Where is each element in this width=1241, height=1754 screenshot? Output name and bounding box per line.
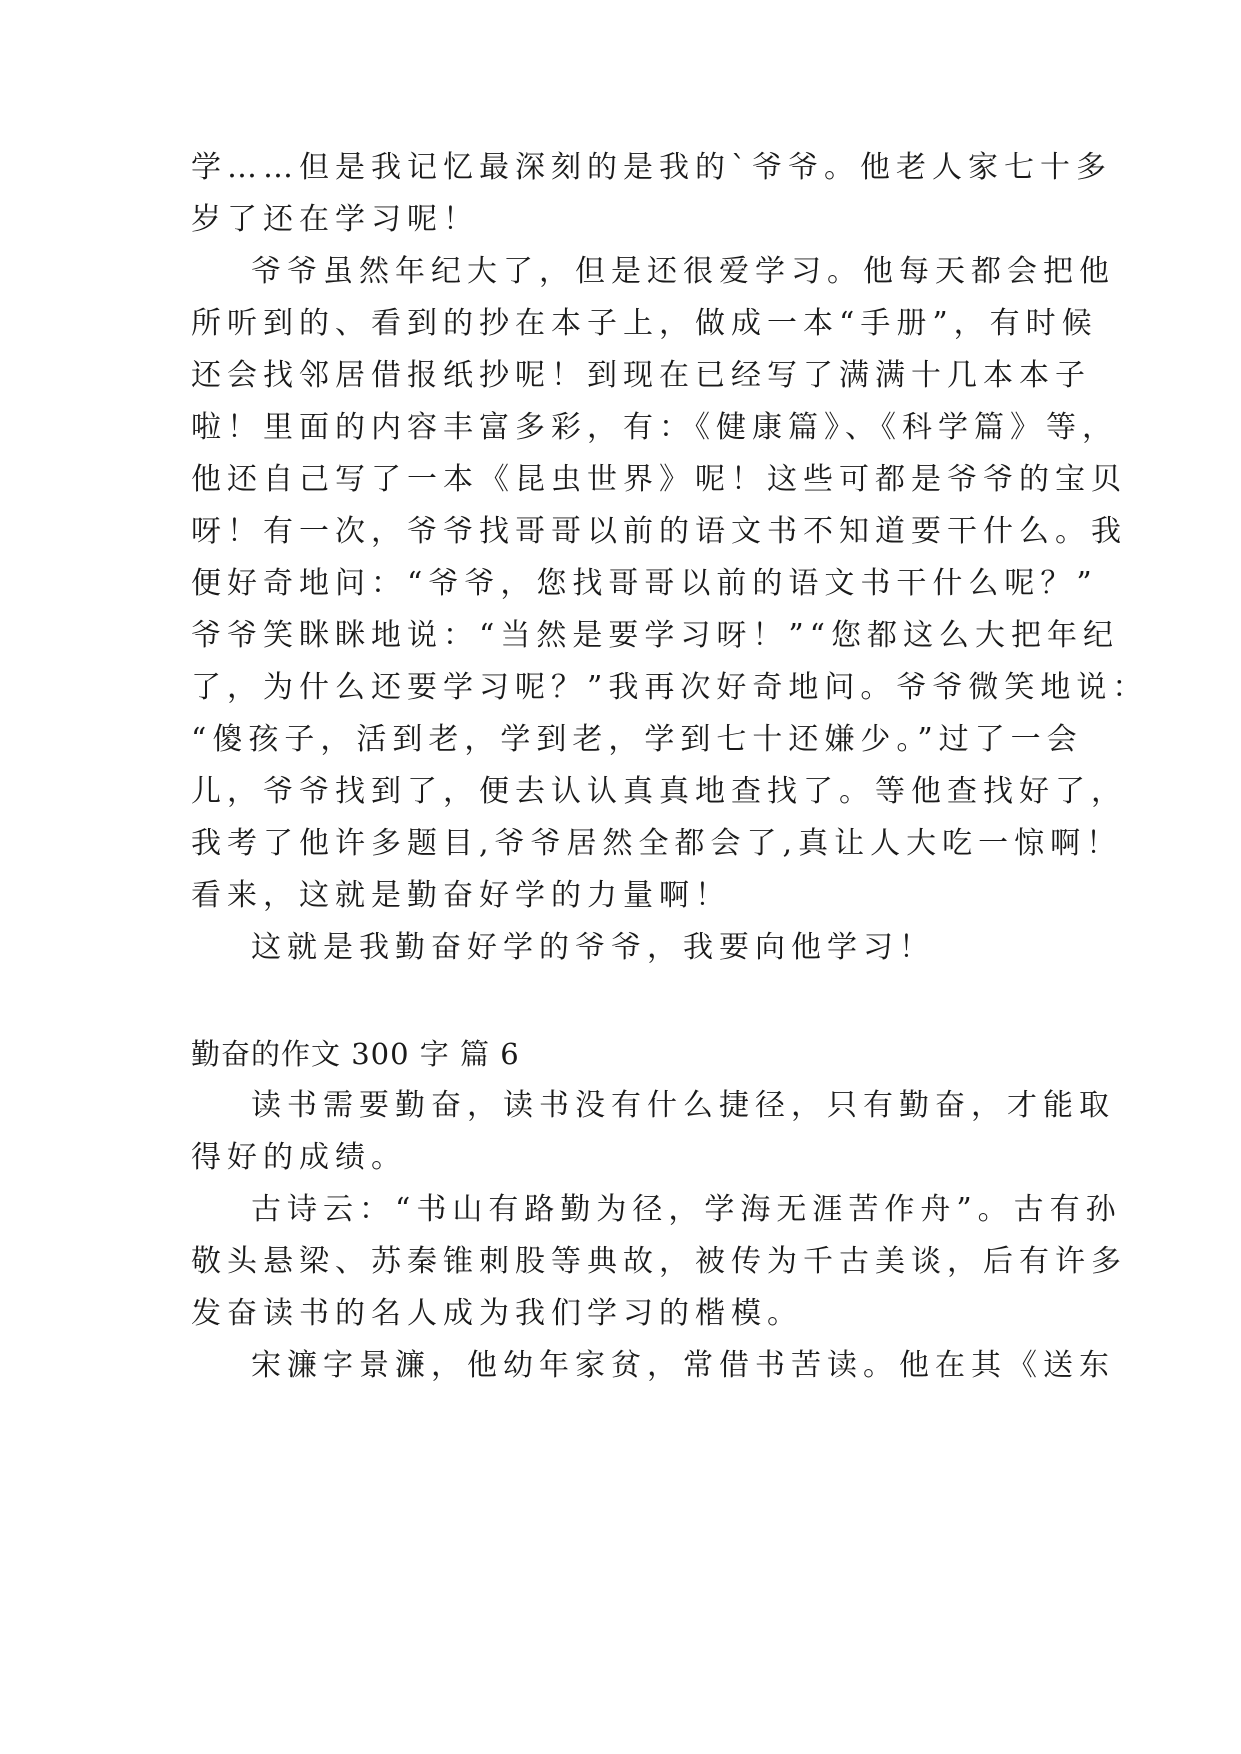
- paragraph-line: 还会找邻居借报纸抄呢！到现在已经写了满满十几本本子: [191, 358, 1091, 393]
- paragraph-line: 发奋读书的名人成为我们学习的楷模。: [191, 1296, 803, 1331]
- paragraph-line: 呀！有一次，爷爷找哥哥以前的语文书不知道要干什么。我: [191, 514, 1127, 549]
- paragraph-line: 岁了还在学习呢！: [191, 202, 479, 237]
- paragraph-line: 便好奇地问：“爷爷，您找哥哥以前的语文书干什么呢？”: [191, 566, 1098, 601]
- paragraph-line: 爷爷虽然年纪大了，但是还很爱学习。他每天都会把他: [251, 254, 1115, 289]
- paragraph-line: 儿，爷爷找到了，便去认认真真地查找了。等他查找好了，: [191, 774, 1127, 809]
- paragraph-line: 宋濂字景濂，他幼年家贫，常借书苦读。他在其《送东: [251, 1348, 1115, 1383]
- paragraph-line: 了，为什么还要学习呢？”我再次好奇地问。爷爷微笑地说：: [191, 670, 1149, 705]
- paragraph-line: 读书需要勤奋，读书没有什么捷径，只有勤奋，才能取: [251, 1088, 1115, 1123]
- paragraph-line: 得好的成绩。: [191, 1140, 407, 1175]
- paragraph-line: 看来，这就是勤奋好学的力量啊！: [191, 878, 731, 913]
- paragraph-line: 所听到的、看到的抄在本子上，做成一本“手册”，有时候: [191, 306, 1098, 341]
- paragraph-line: 我考了他许多题目,爷爷居然全都会了,真让人大吃一惊啊！: [191, 826, 1123, 861]
- paragraph-line: 敬头悬梁、苏秦锥刺股等典故，被传为千古美谈，后有许多: [191, 1244, 1127, 1279]
- paragraph-line: 这就是我勤奋好学的爷爷，我要向他学习！: [251, 930, 935, 965]
- paragraph-line: 啦！里面的内容丰富多彩，有：《健康篇》、《科学篇》等，: [191, 410, 1118, 445]
- paragraph-line: 古诗云：“书山有路勤为径，学海无涯苦作舟”。古有孙: [251, 1192, 1122, 1227]
- paragraph-line: 他还自己写了一本《昆虫世界》呢！这些可都是爷爷的宝贝: [191, 462, 1127, 497]
- paragraph-line: 学……但是我记忆最深刻的是我的`爷爷。他老人家七十多: [191, 150, 1112, 185]
- paragraph-line: “傻孩子，活到老，学到老，学到七十还嫌少。”过了一会: [191, 722, 1083, 757]
- paragraph-line: 爷爷笑眯眯地说：“当然是要学习呀！”“您都这么大把年纪: [191, 618, 1120, 653]
- section-heading: 勤奋的作文 300 字 篇 6: [191, 1037, 520, 1071]
